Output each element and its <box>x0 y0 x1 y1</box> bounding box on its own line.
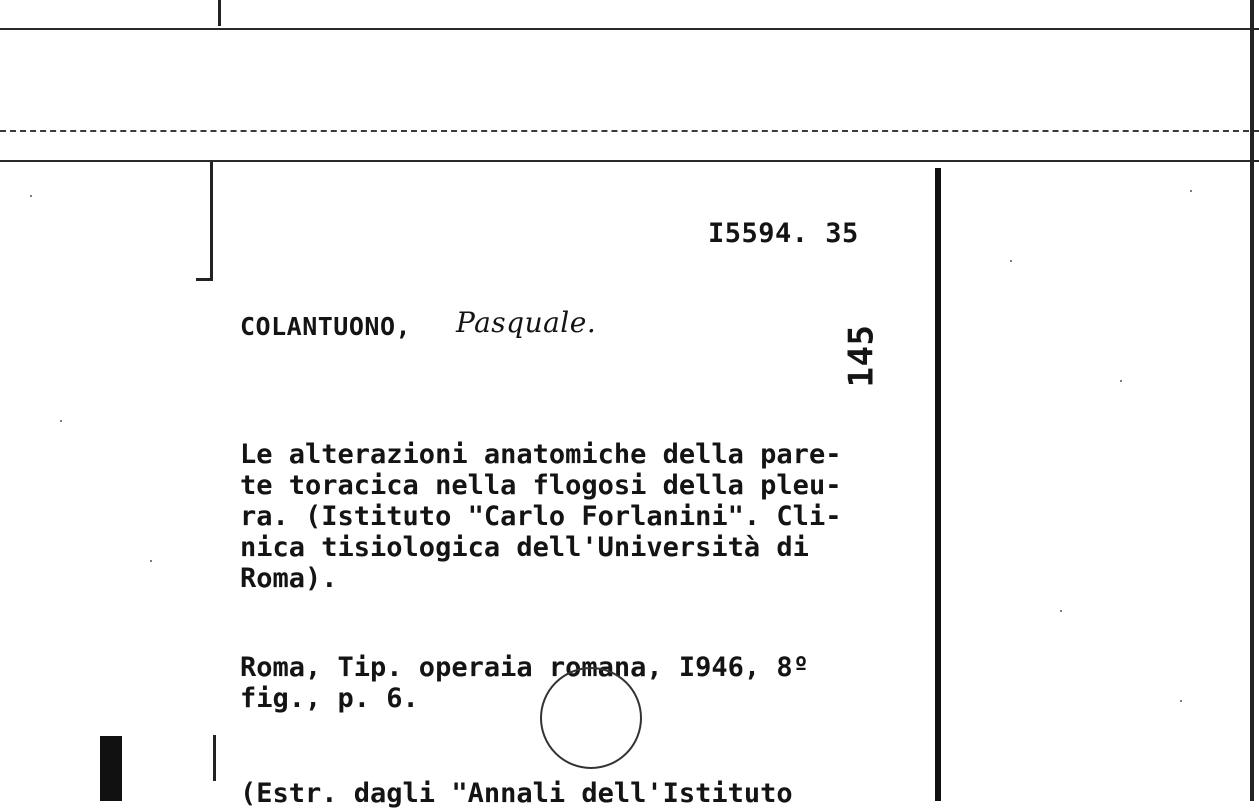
speck <box>30 195 32 197</box>
publication-block <box>240 652 809 714</box>
publication-line: Roma, Tip. operaia romana, I946, 8º <box>240 652 809 683</box>
speck <box>1060 610 1062 612</box>
speck <box>1190 190 1192 192</box>
middle-dashed-rule <box>0 130 1259 132</box>
speck <box>60 420 62 422</box>
publication-line: fig., p. 6. <box>240 683 419 714</box>
title-block <box>240 439 841 594</box>
left-bracket-mark <box>196 162 213 281</box>
speck <box>1180 700 1182 702</box>
author-surname: COLANTUONO, <box>240 312 412 341</box>
series-line: (Estr. dagli "Annali dell'Istituto <box>240 778 793 809</box>
top-tick-mark <box>218 0 221 26</box>
lower-left-tick <box>213 735 216 781</box>
speck <box>150 560 152 562</box>
title-line: te toracica nella flogosi della pleu- <box>240 470 842 501</box>
title-line: nica tisiologica dell'Università di <box>240 532 809 563</box>
title-line: ra. (Istituto "Carlo Forlanini". Cli- <box>240 501 842 532</box>
card-right-edge <box>935 168 941 801</box>
title-line: Le alterazioni anatomiche della pare- <box>240 439 842 470</box>
page-right-edge <box>1250 0 1254 801</box>
author-first-name-handwritten: Pasquale. <box>456 306 597 339</box>
series-block <box>240 778 793 809</box>
card-top-rule <box>0 160 1259 162</box>
library-stamp-circle <box>540 667 642 769</box>
binding-mark <box>100 736 122 801</box>
title-line: Roma). <box>240 563 338 594</box>
side-number: 145 <box>841 324 882 388</box>
speck <box>1120 380 1122 382</box>
top-rule <box>0 28 1259 30</box>
card-number: I5594. 35 <box>708 218 859 249</box>
speck <box>1010 260 1012 262</box>
